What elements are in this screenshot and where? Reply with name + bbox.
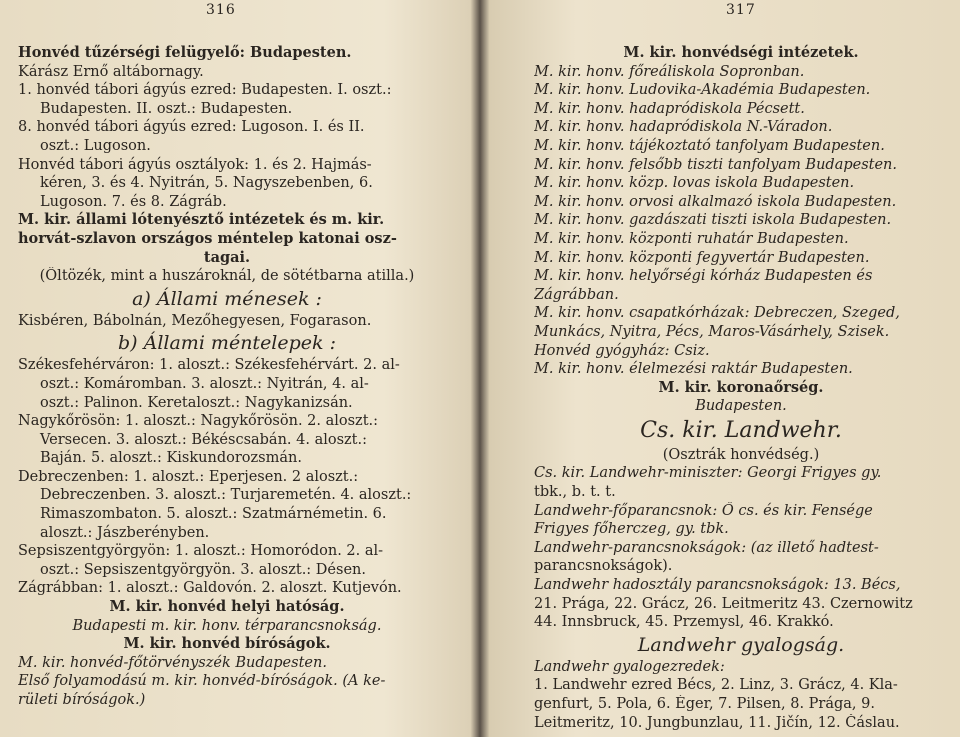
text-line: Nagykőrösön: 1. aloszt.: Nagykőrösön. 2. aloszt.: (18, 413, 379, 430)
text-line: Budapesten. (695, 398, 787, 415)
text-line: Landwehr gyalogezredek: (534, 658, 725, 675)
text-line: (Osztrák honvédség.) (662, 446, 820, 463)
section-heading: Honvéd tűzérségi felügyelő: Budapesten. (18, 44, 352, 61)
section-heading: horvát-szlavon országos méntelep katonai osz- (18, 229, 397, 247)
text-line: parancsnokságok). (534, 558, 673, 575)
text-line: Honvéd gyógyház: Csiz. (534, 342, 710, 359)
section-heading: M. kir. honvédségi intézetek. (623, 44, 859, 61)
text-line: Kárász Ernő altábornagy. (18, 63, 204, 80)
section-heading: M. kir. honvéd bíróságok. (123, 635, 331, 653)
text-line: Debreczenben: 1. aloszt.: Eperjesen. 2 aloszt.: (18, 468, 359, 485)
text-line: M. kir. honv. gazdászati tiszti iskola Budapesten. (534, 212, 892, 229)
text-line: Székesfehérváron: 1. aloszt.: Székesfehérvárt. 2. al- (18, 357, 400, 374)
text-line: Kisbéren, Bábolnán, Mezőhegyesen, Fogarason. (18, 312, 372, 329)
text-line: Lugoson. 7. és 8. Zágráb. (40, 193, 227, 210)
text-line: Cs. kir. Landwehr. (640, 417, 842, 443)
text-line: 8. honvéd tábori ágyús ezred: Lugoson. I. és II. (18, 119, 365, 136)
text-line: Frigyes főherczeg, gy. tbk. (534, 521, 729, 538)
text-line: b) Állami méntelepek : (117, 332, 336, 355)
text-line: Zágrábban: 1. aloszt.: Galdovón. 2. aloszt. Kutjevón. (18, 580, 402, 597)
text-line: Versecen. 3. aloszt.: Békéscsabán. 4. aloszt.: (40, 431, 367, 448)
text-line: Landwehr gyalogság. (637, 633, 845, 656)
text-line: Munkács, Nyitra, Pécs, Maros-Vásárhely, Szisek. (534, 323, 890, 340)
left-text-column (18, 44, 436, 710)
text-line: 44. Innsbruck, 45. Przemysl, 46. Krakkó. (534, 614, 834, 631)
text-line: M. kir. honv. hadapródiskola Pécsett. (534, 100, 805, 117)
text-line: Sepsiszentgyörgyön: 1. aloszt.: Homoródon. 2. al- (18, 543, 384, 560)
text-line: tbk., b. t. t. (534, 484, 616, 501)
text-line: Baján. 5. aloszt.: Kiskundorozsmán. (40, 450, 302, 467)
text-line: Rimaszombaton. 5. aloszt.: Szatmárnémetin. 6. (40, 506, 387, 523)
text-line: Cs. kir. Landwehr-miniszter: Georgi Frigyes gy. (534, 465, 882, 482)
text-line: 1. Landwehr ezred Bécs, 2. Linz, 3. Grácz, 4. Kla- (534, 677, 898, 694)
text-line: M. kir. honv. hadapródiskola N.-Váradon. (534, 119, 833, 136)
text-line: Landwehr-parancsnokságok: (az illető hadtest- (534, 539, 879, 556)
page-number: 317 (726, 2, 756, 18)
text-line: Landwehr hadosztály parancsnokságok: 13. Bécs, (534, 577, 901, 594)
text-line: oszt.: Komáromban. 3. aloszt.: Nyitrán, 4. al- (40, 375, 369, 392)
text-line: Landwehr-főparancsnok: Ő cs. és kir. Fensége (534, 502, 873, 519)
section-heading: tagai. (203, 248, 251, 266)
text-line: M. kir. honv. helyőrségi kórház Budapesten és (534, 268, 873, 285)
text-line: Debreczenben. 3. aloszt.: Turjaremetén. 4. aloszt.: (40, 487, 412, 504)
text-line: 21. Prága, 22. Grácz, 26. Leitmeritz 43. Czernowitz (534, 595, 913, 612)
text-line: M. kir. honv. csapatkórházak: Debreczen, Szeged, (534, 305, 900, 322)
text-line: oszt.: Lugoson. (40, 137, 151, 154)
text-line: oszt.: Palinon. Keretaloszt.: Nagykanizsán. (40, 394, 353, 411)
text-line: M. kir. honv. tájékoztató tanfolyam Budapesten. (534, 137, 885, 154)
text-line: Leitmeritz, 10. Jungbunzlau, 11. Jičín, 12. Čáslau. (534, 714, 900, 731)
text-line: Első folyamodású m. kir. honvéd-bíróságok. (A ke- (18, 673, 386, 690)
text-line: M. kir. honv. orvosi alkalmazó iskola Budapesten. (534, 193, 897, 210)
text-line: M. kir. honv. közp. lovas iskola Budapesten. (534, 175, 855, 192)
text-line: rületi bíróságok.) (18, 692, 146, 708)
text-line: M. kir. honv. központi fegyvertár Budapesten. (534, 249, 870, 266)
section-heading: M. kir. koronaőrség. (658, 378, 824, 396)
text-line: genfurt, 5. Pola, 6. Éger, 7. Pilsen, 8. Prága, 9. (534, 696, 875, 712)
right-page (488, 0, 960, 737)
text-line: Zágrábban. (534, 286, 619, 303)
text-line: M. kir. honv. központi ruhatár Budapesten. (534, 230, 849, 247)
text-line: aloszt.: Jászberényben. (40, 524, 210, 541)
text-line: M. kir. honv. élelmezési raktár Budapesten. (534, 361, 853, 378)
text-line: 1. honvéd tábori ágyús ezred: Budapesten. I. oszt.: (18, 82, 392, 99)
text-line: Honvéd tábori ágyús osztályok: 1. és 2. Hajmás- (18, 156, 372, 173)
text-line: (Öltözék, mint a huszároknál, de sötétbarna atilla.) (39, 268, 415, 285)
text-line: kéren, 3. és 4. Nyitrán, 5. Nagyszebenben, 6. (40, 175, 373, 192)
page-number: 316 (206, 2, 236, 18)
text-line: a) Állami ménesek : (132, 287, 322, 310)
text-line: M. kir. honv. Ludovika-Akadémia Budapesten. (534, 82, 871, 99)
right-text-column (534, 44, 948, 732)
text-line: Budapesti m. kir. honv. térparancsnokság. (72, 617, 382, 634)
text-line: M. kir. honv. felsőbb tiszti tanfolyam Budapesten. (534, 156, 898, 173)
text-line: M. kir. honvéd-főtörvényszék Budapesten. (18, 654, 327, 671)
text-line: oszt.: Sepsiszentgyörgyön. 3. aloszt.: Désen. (40, 561, 366, 578)
left-page (0, 0, 472, 737)
section-heading: M. kir. állami lótenyésztő intézetek és m. kir. (18, 211, 385, 229)
section-heading: M. kir. honvéd helyi hatóság. (109, 598, 345, 616)
text-line: Budapesten. II. oszt.: Budapesten. (40, 100, 293, 117)
text-line: M. kir. honv. főreáliskola Sopronban. (534, 63, 805, 80)
